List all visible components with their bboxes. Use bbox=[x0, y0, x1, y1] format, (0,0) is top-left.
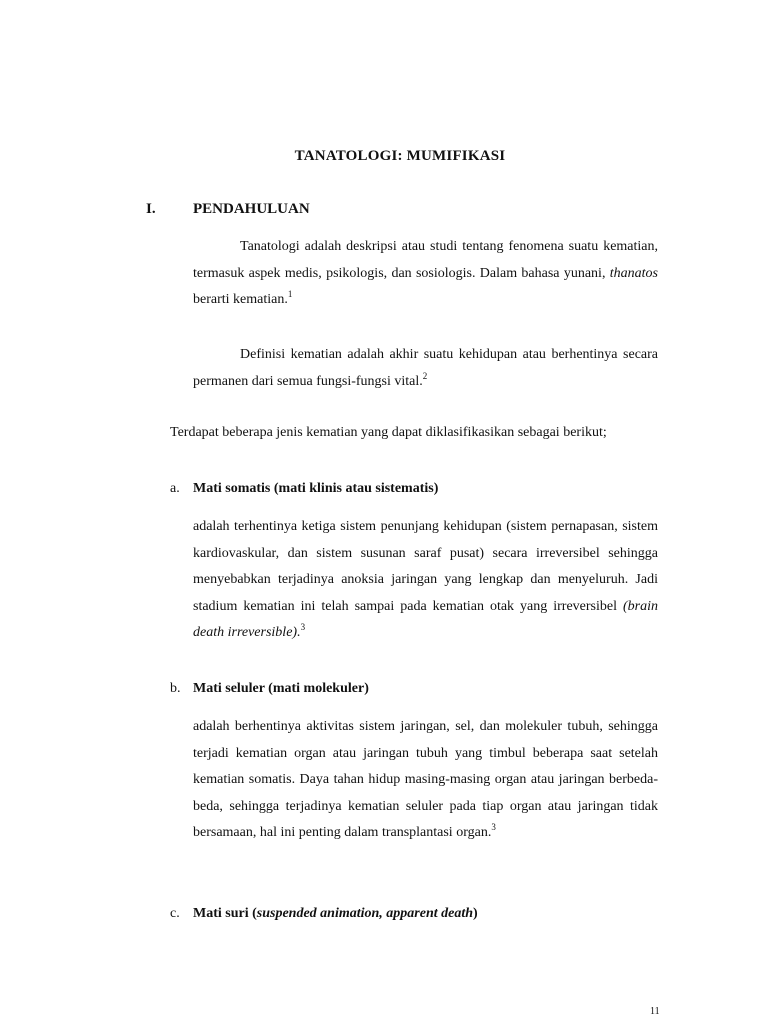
italic-term: suspended animation, apparent death bbox=[256, 906, 474, 921]
list-item-body bbox=[193, 514, 658, 647]
paragraph-text: adalah berhentinya aktivitas sistem jaringan, sel, dan molekuler tubuh, sehingga terjadi kematian organ atau jaringan tubuh yang timbul beberapa saat setelah kematian somatis. Daya tahan hidup masing-masing organ atau jaringan berbeda-beda, sehingga terjadinya kematian seluler pada tiap organ atau jaringan tidak bersamaan, hal ini penting dalam transplantasi organ. bbox=[193, 719, 658, 840]
italic-term: thanatos bbox=[609, 265, 658, 281]
paragraph-text: adalah terhentinya ketiga sistem penunjang kehidupan (sistem pernapasan, sistem kardiovaskular, dan sistem susunan saraf pusat) secara irreversibel sehingga menyebabkan terjadinya anoksia jaringan yang lengkap dan menyeluruh. Jadi stadium kematian ini telah sampai pada kematian otak yang irreversibel bbox=[193, 519, 658, 614]
paragraph-definition-tanatologi bbox=[193, 234, 658, 314]
paragraph-text: Tanatologi adalah deskripsi atau studi tentang fenomena suatu kematian, termasuk aspek medis, psikologis, dan sosiologis. Dalam bahasa yunani, bbox=[193, 239, 658, 281]
list-item-title bbox=[193, 906, 478, 922]
document-title: TANATOLOGI: MUMIFIKASI bbox=[294, 148, 506, 164]
section-title: PENDAHULUAN bbox=[193, 201, 310, 217]
list-item-letter: a. bbox=[170, 481, 180, 496]
paragraph-text: Definisi kematian adalah akhir suatu kehidupan atau berhentinya secara permanen dari semua fungsi-fungsi vital. bbox=[193, 347, 658, 389]
page-number: 11 bbox=[650, 1006, 660, 1017]
list-item-letter: b. bbox=[170, 681, 181, 696]
classification-intro: Terdapat beberapa jenis kematian yang dapat diklasifikasikan sebagai berikut; bbox=[170, 425, 607, 440]
section-number: I. bbox=[146, 201, 156, 217]
title-text: Mati suri ( bbox=[193, 906, 257, 921]
footnote-marker: 1 bbox=[287, 289, 293, 299]
paragraph-text: berarti kematian. bbox=[193, 292, 288, 307]
footnote-marker: 2 bbox=[422, 370, 428, 381]
list-item-title: Mati seluler (mati molekuler) bbox=[193, 681, 369, 696]
list-item-body bbox=[193, 714, 658, 847]
list-item-title: Mati somatis (mati klinis atau sistematis) bbox=[193, 481, 439, 496]
footnote-marker: 3 bbox=[300, 622, 306, 632]
list-item-letter: c. bbox=[170, 906, 180, 921]
footnote-marker: 3 bbox=[491, 822, 496, 832]
paragraph-definition-kematian bbox=[193, 342, 658, 395]
italic-term: (brain death irreversible). bbox=[193, 598, 658, 640]
title-text: ) bbox=[473, 906, 478, 921]
